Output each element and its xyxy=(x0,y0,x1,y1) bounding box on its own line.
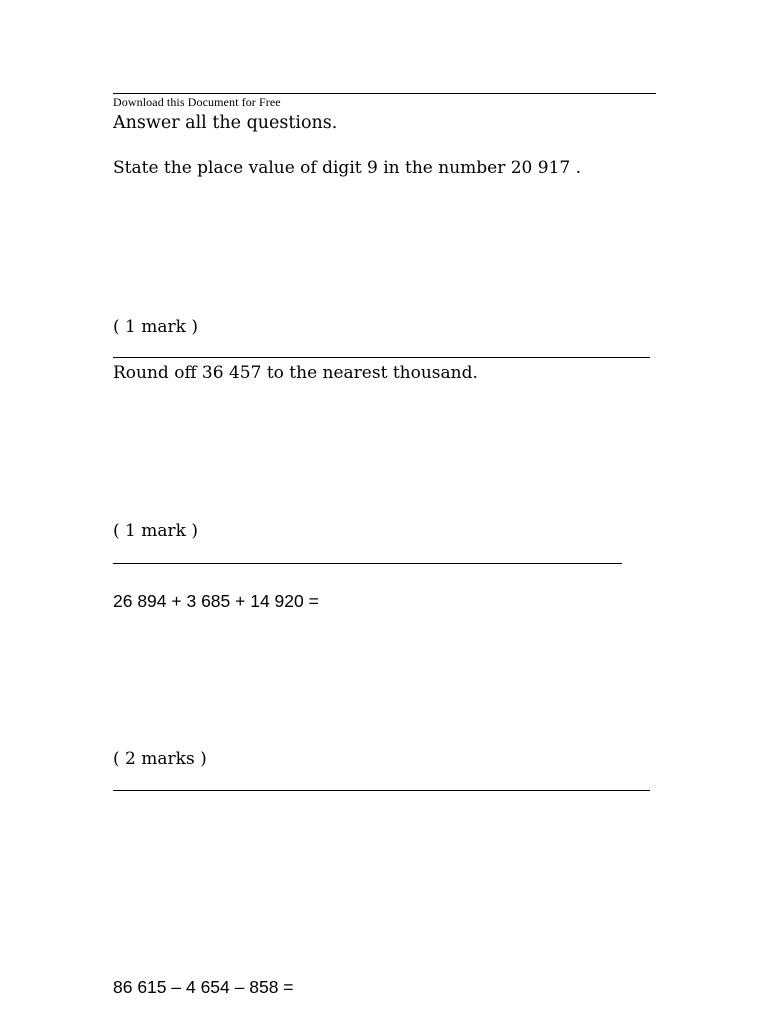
download-document-link[interactable]: Download this Document for Free xyxy=(113,95,281,109)
question-2-marks: ( 1 mark ) xyxy=(113,521,198,541)
question-1-text: State the place value of digit 9 in the number 20 917 . xyxy=(113,158,582,178)
question-1-marks: ( 1 mark ) xyxy=(113,317,198,337)
question-2-divider xyxy=(113,563,622,564)
question-3-text: 26 894 + 3 685 + 14 920 = xyxy=(113,591,319,611)
question-3-marks: ( 2 marks ) xyxy=(113,749,207,769)
question-2-text: Round off 36 457 to the nearest thousand. xyxy=(113,363,478,383)
question-1-divider xyxy=(113,357,650,358)
header-divider xyxy=(113,93,656,94)
question-3-divider xyxy=(113,790,650,791)
question-4-text: 86 615 – 4 654 – 858 = xyxy=(113,977,294,997)
instructions: Answer all the questions. xyxy=(113,113,338,133)
